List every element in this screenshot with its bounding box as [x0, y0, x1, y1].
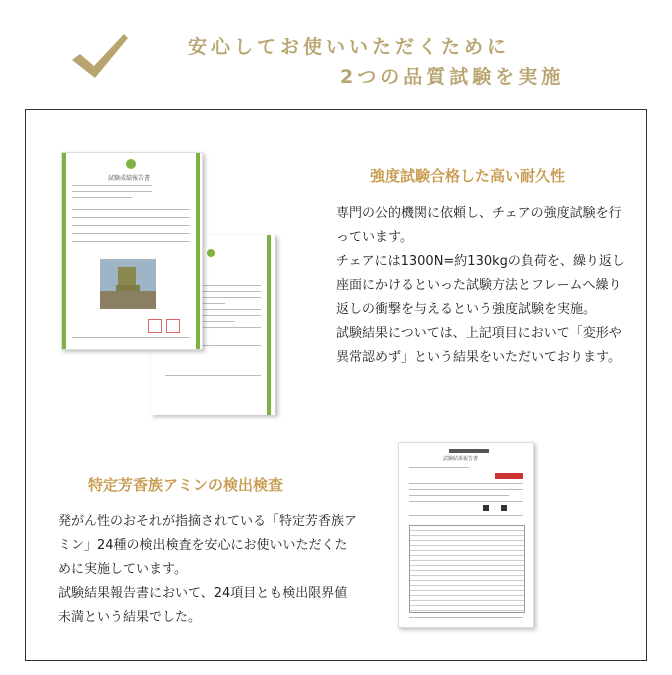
amine-paragraph-2: 試験結果報告書において、24項目とも検出限界値未満という結果でした。 [58, 586, 348, 625]
strength-paragraph-2: チェアには1300N=約130kgの負荷を、繰り返し座面にかけるといった試験方法とフレームへ繰り返しの衝撃を与えるという強度試験を実施。 [336, 254, 625, 317]
amine-paragraph-1: 発がん性のおそれが指摘されている「特定芳香族アミン」24種の検出検査を安心にお使いいただくために実施しています。 [58, 514, 358, 577]
amine-text [58, 510, 358, 630]
strength-paragraph-1: 専門の公的機関に依頼し、チェアの強度試験を行っています。 [336, 206, 622, 245]
amine-doc-title: 試験結果報告書 [443, 456, 479, 462]
header-line-1: 安心してお使いいただくために [188, 36, 511, 58]
strength-text [336, 202, 634, 370]
amine-test-document-image [398, 442, 534, 628]
amine-title: 特定芳香族アミンの検出検査 [88, 476, 284, 494]
strength-paragraph-3: 試験結果については、上記項目において「変形や異常認めず」という結果をいただいております。 [336, 326, 622, 365]
content-frame [25, 109, 647, 661]
checkmark-icon [68, 30, 130, 82]
header-line-2: 2つの品質試験を実施 [340, 66, 565, 88]
strength-title: 強度試験合格した高い耐久性 [370, 167, 566, 185]
strength-doc-title: 試験成績報告書 [108, 175, 151, 182]
